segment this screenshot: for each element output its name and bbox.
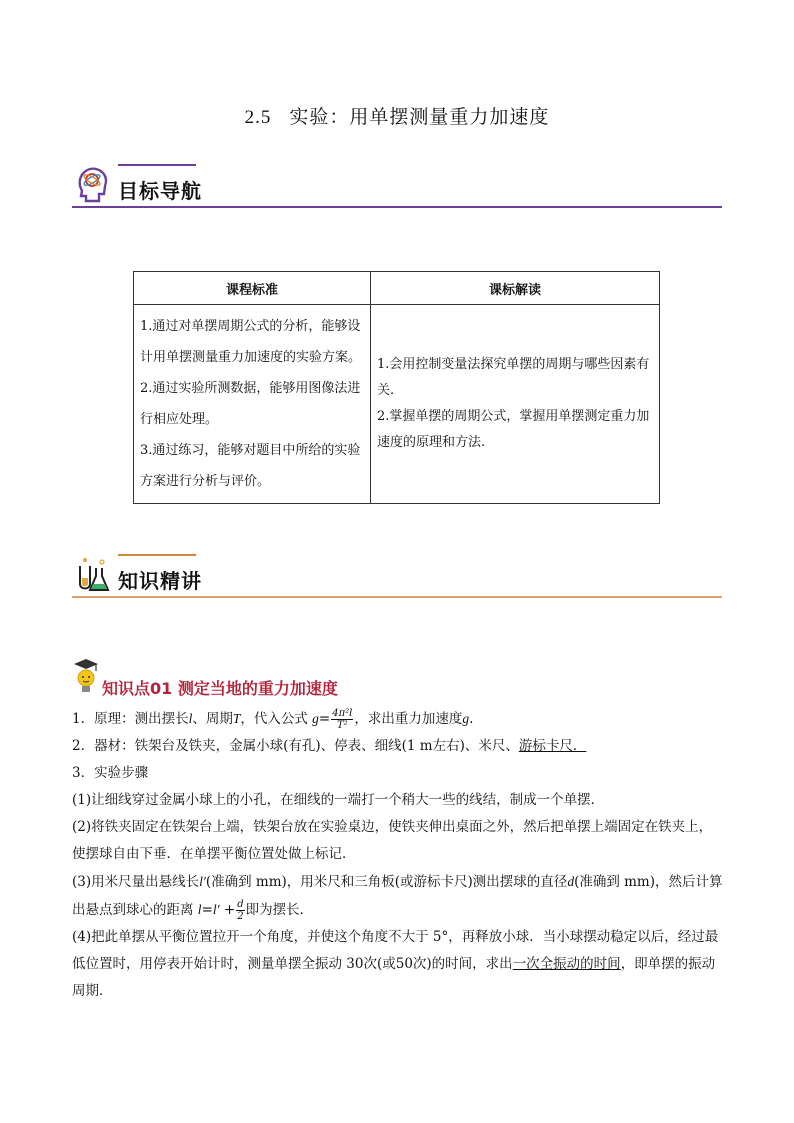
brain-head-icon <box>72 164 112 204</box>
table-row <box>134 305 660 504</box>
header-cell: 课程标准 <box>134 272 371 305</box>
text: = <box>201 902 213 918</box>
section-label: 知识精讲 <box>118 569 202 593</box>
text: 、周期 <box>192 711 233 727</box>
underlined-text: 一次全振动的时间 <box>512 956 621 972</box>
var-T: T <box>232 711 241 726</box>
text: (4)把此单摆从平衡位置拉开一个角度，并使这个角度不大于 5°，再释放小球．当小球摆动稳定以后，经过最低位置时，用停表开始计时，测量单摆全振动 30次(或50次)的时间，求出 <box>72 929 719 972</box>
text: (3)用米尺量出悬线长 <box>72 874 200 890</box>
page-title <box>0 102 794 129</box>
standard-item: 2.通过实验所测数据，能够用图像法进行相应处理。 <box>140 381 361 427</box>
half-diameter-fraction <box>236 899 244 922</box>
interpretation-item: 1.会用控制变量法探究单摆的周期与哪些因素有关. <box>377 357 650 398</box>
header-underline <box>72 206 722 208</box>
section-label: 目标导航 <box>118 179 202 203</box>
equipment-paragraph <box>72 733 724 760</box>
formula-denominator: T² <box>336 720 348 731</box>
title-text: 实验：用单摆测量重力加速度 <box>289 106 550 128</box>
text: 1．原理：测出摆长 <box>72 711 189 727</box>
section-header-target <box>72 162 722 208</box>
text: + <box>223 902 236 918</box>
fraction-numerator: d <box>237 899 244 910</box>
interpretation-cell <box>371 305 660 504</box>
text: ，代入公式 <box>240 711 308 727</box>
var-l: l <box>188 711 193 726</box>
knowledge-body <box>72 705 724 1005</box>
text: = <box>318 711 331 727</box>
text: ，求出重力加速度 <box>354 711 463 727</box>
graduate-bulb-icon <box>72 656 100 696</box>
step-1: (1)让细线穿过金属小球上的小孔，在细线的一端打一个稍大一些的线结，制成一个单摆． <box>72 792 605 808</box>
fraction-denominator: 2 <box>237 911 244 922</box>
title-number: 2.5 <box>244 107 272 128</box>
knowledge-point-title: 知识点01 测定当地的重力加速度 <box>102 679 338 698</box>
text: (准确到 mm)，然后计算出悬点到球心的距离 <box>72 874 723 918</box>
formula-numerator: 4π²l <box>332 708 353 719</box>
step-3 <box>72 868 724 924</box>
step-4 <box>72 924 724 1005</box>
text: . <box>469 711 474 727</box>
text: 即为摆长． <box>245 902 314 918</box>
header-top-rule <box>118 554 196 556</box>
standards-table <box>133 271 660 504</box>
var-d: d <box>567 874 575 889</box>
var-g: g <box>462 711 470 726</box>
var-l-prime: l′ <box>212 902 220 917</box>
section-header-knowledge <box>72 552 722 598</box>
text: 2．器材：铁架台及铁夹，金属小球(有孔)、停表、细线(1 m左右)、米尺、 <box>72 738 519 754</box>
knowledge-point-header <box>72 656 472 696</box>
lab-flask-icon <box>72 554 112 594</box>
text: (准确到 mm)，用米尺和三角板(或游标卡尺)测出摆球的直径 <box>205 874 568 890</box>
standards-cell <box>134 305 371 504</box>
header-underline <box>72 596 722 598</box>
text: ，即单摆的振动周期． <box>72 956 716 999</box>
steps-heading: 3．实验步骤 <box>72 765 149 781</box>
period-formula <box>331 708 353 731</box>
var-g: g <box>312 711 319 726</box>
interpretation-item: 2.掌握单摆的周期公式，掌握用单摆测定重力加速度的原理和方法. <box>377 409 650 450</box>
var-l: l <box>197 902 202 917</box>
header-top-rule <box>118 164 196 166</box>
table-header-row <box>134 272 660 305</box>
principle-paragraph <box>72 705 724 733</box>
underlined-text: 游标卡尺． <box>518 738 587 754</box>
standard-item: 1.通过对单摆周期公式的分析，能够设计用单摆测量重力加速度的实验方案。 <box>140 319 362 365</box>
standard-item: 3.通过练习，能够对题目中所给的实验方案进行分析与评价。 <box>140 443 361 489</box>
header-cell: 课标解读 <box>371 272 660 305</box>
var-l-prime: l′ <box>199 874 206 889</box>
step-2: (2)将铁夹固定在铁架台上端，铁架台放在实验桌边，使铁夹伸出桌面之外，然后把单摆上端固定在铁夹上，使摆球自由下垂．在单摆平衡位置处做上标记． <box>72 819 713 862</box>
